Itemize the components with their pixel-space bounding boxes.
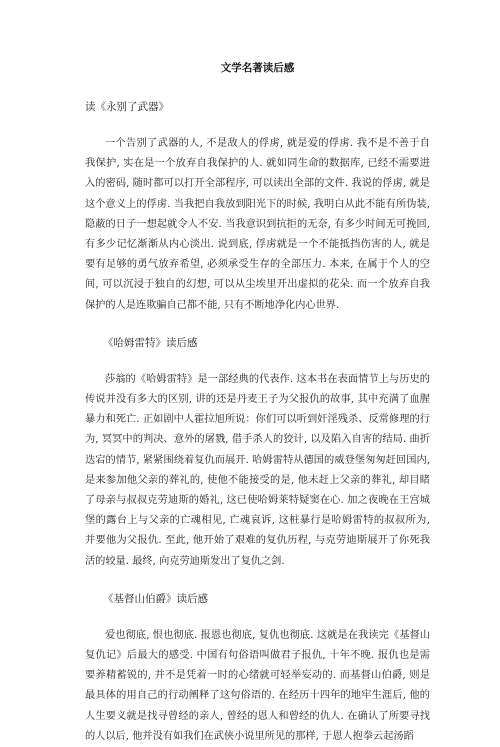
section-heading-farewell-to-arms: 读《永别了武器》 [85,101,169,113]
section-paragraph-monte-cristo: 爱也彻底, 恨也彻底. 报恩也彻底, 复仇也彻底. 这就是在我读完《基督山复仇记》后最大的感受. 中国有句俗语叫做君子报仇, 十年不晚. 报仇也是需要养精蓄锐的, 并不是凭着一时的心绪就可轻举妄动的. 而基督山伯爵, 则是最具体的用自己的行动阐释了这句俗语的. 在经历十四年的地牢生涯后, 他的人生要义就是找寻曾经的亲人, 曾经的恩人和曾经的仇人. 在确认了所要寻找的人以后, 他并没有如我们在武侠小说里所见的那样, 于恩人抱拳云起汤蹈 [85,629,430,742]
section-heading-hamlet: 《哈姆雷特》读后感 [103,336,198,349]
section-heading-monte-cristo: 《基督山伯爵》读后感 [103,592,208,605]
section-paragraph-farewell-to-arms: 一个告别了武器的人, 不是敌人的俘虏, 就是爱的俘虏. 我不是不善于自我保护, 实在是一个放弃自我保护的人. 就如同生命的数据库, 已经不需要进入的密码, 随时都可以打开全部程序, 可以读出全部的文件. 我说的俘虏, 就是这个意义上的俘虏. 当我把自我放到阳光下的时候, 我明白从此不能有所伪装, 隐蔽的日子一想起就令人不安. 当我意识到抗拒的无奈, 有多少时间无可挽回, 有多少记忆渐渐从内心淡出. 说到底, 俘虏就是一个不能抵挡伤害的人, 就是要有足够的勇气放弃希望, 必须承受生存的全部压力. 本来, 在属于个人的空间, 可以沉浸于独自的幻想, 可以从尘埃里开出虚拟的花朵. 而一个放弃自我保护的人是连欺骗自己都不能, 只有不断地净化内心世界. [85,138,430,311]
section-paragraph-hamlet: 莎翁的《哈姆雷特》是一部经典的代表作. 这本书在表面情节上与历史的传说并没有多大的区别, 讲的还是丹麦王子为父报仇的故事, 其中充满了血腥暴力和死亡. 正如剧中人霍拉旭所说：你们可以听到奸淫残杀、反常修理的行为, 冥冥中的判决、意外的屠戮, 借手杀人的狡计, 以及陷入自害的结局. 曲折迭宕的情节, 紧紧围绕着复仇而展开. 哈姆雷特从德国的威登堡匆匆赶回国内, 是来参加他父亲的葬礼的, 使他不能接受的是, 他未赶上父亲的葬礼, 却目睹了母亲与叔叔克劳迪斯的婚礼, 这已使哈姆莱特疑窦在心. 加之夜晚在王宫城堡的露台上与父亲的亡魂相见, 亡魂哀诉, 这桩暴行是哈姆雷特的叔叔所为, 并要他为父报仇. 至此, 他开始了艰难的复仇历程, 与克劳迪斯展开了你死我活的较量. 最终, 向克劳迪斯发出了复仇之剑. [85,373,430,567]
document-title: 文学名著读后感 [220,62,295,74]
